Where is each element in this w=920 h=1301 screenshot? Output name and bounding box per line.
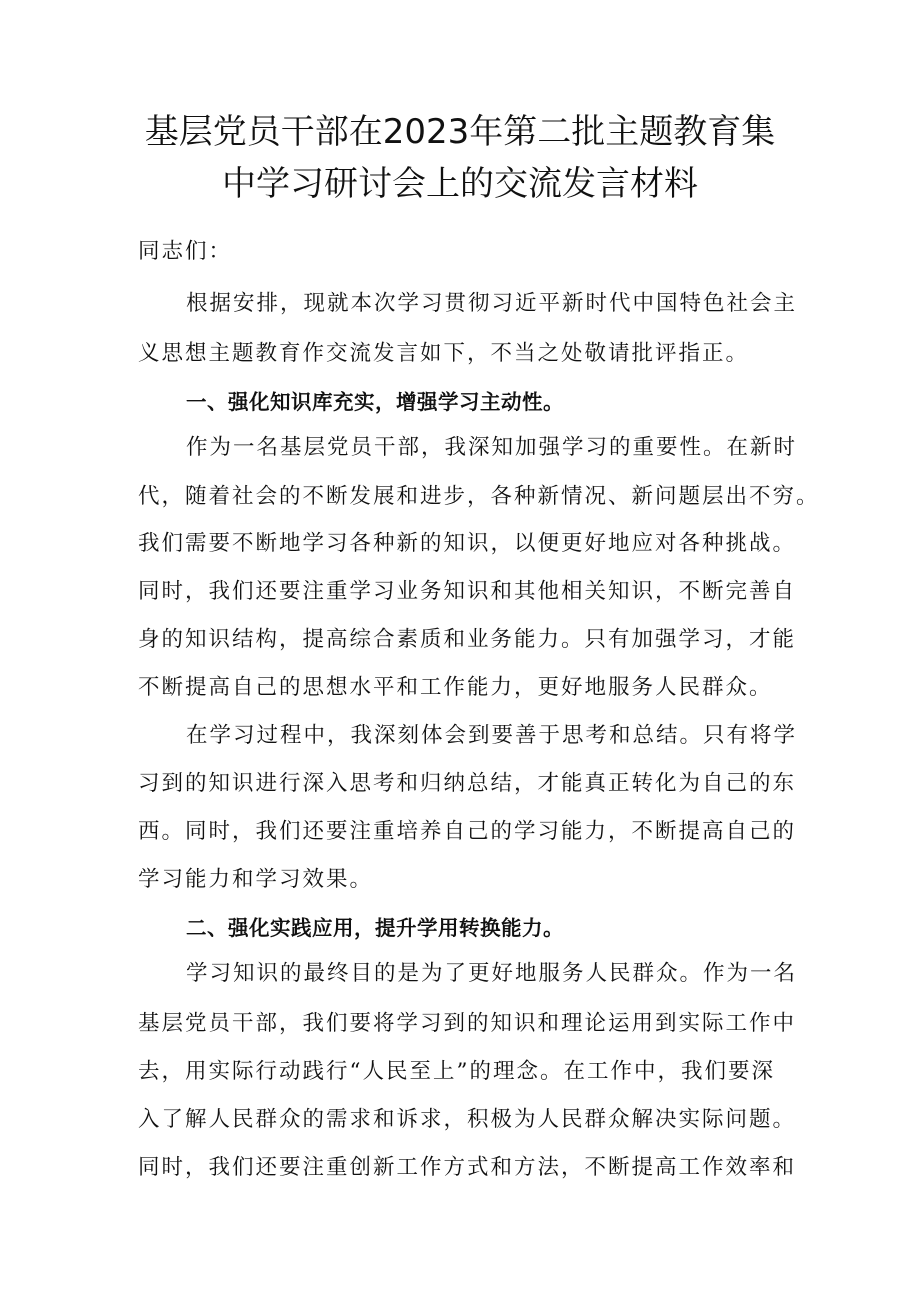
para1-line-6: 不断提高自己的思想水平和工作能力，更好地服务人民群众。 bbox=[138, 675, 773, 700]
document-title-line-2: 中学习研讨会上的交流发言材料 bbox=[222, 164, 698, 204]
intro-line-1: 根据安排，现就本次学习贯彻习近平新时代中国特色社会主 bbox=[186, 291, 798, 316]
para3-line-3: 去，用实际行动践行“人民至上”的理念。在工作中，我们要深 bbox=[138, 1059, 775, 1084]
para3-line-4: 入了解人民群众的需求和诉求，积极为人民群众解决实际问题。 bbox=[138, 1107, 797, 1132]
para1-line-5: 身的知识结构，提高综合素质和业务能力。只有加强学习，才能 bbox=[138, 627, 797, 652]
para1-line-1: 作为一名基层党员干部，我深知加强学习的重要性。在新时 bbox=[186, 435, 798, 460]
section-heading-2: 二、强化实践应用，提升学用转换能力。 bbox=[186, 916, 564, 940]
para1-line-4: 同时，我们还要注重学习业务知识和其他相关知识，不断完善自 bbox=[138, 579, 797, 604]
document-title-line-1: 基层党员干部在2023年第二批主题教育集 bbox=[144, 112, 776, 152]
para3-line-1: 学习知识的最终目的是为了更好地服务人民群众。作为一名 bbox=[186, 961, 798, 986]
para2-line-2: 习到的知识进行深入思考和归纳总结，才能真正转化为自己的东 bbox=[138, 771, 797, 796]
para1-line-2: 代，随着社会的不断发展和进步，各种新情况、新问题层出不穷。 bbox=[138, 484, 820, 509]
para2-line-3: 西。同时，我们还要注重培养自己的学习能力，不断提高自己的 bbox=[138, 819, 797, 844]
para3-line-5: 同时，我们还要注重创新工作方式和方法，不断提高工作效率和 bbox=[138, 1155, 797, 1180]
para2-line-1: 在学习过程中，我深刻体会到要善于思考和总结。只有将学 bbox=[186, 723, 798, 748]
para3-line-2: 基层党员干部，我们要将学习到的知识和理论运用到实际工作中 bbox=[138, 1011, 797, 1036]
para2-line-4: 学习能力和学习效果。 bbox=[138, 867, 374, 892]
section-heading-1: 一、强化知识库充实，增强学习主动性。 bbox=[186, 390, 564, 414]
intro-line-2: 义思想主题教育作交流发言如下，不当之处敬请批评指正。 bbox=[138, 341, 750, 366]
salutation: 同志们： bbox=[138, 239, 233, 264]
para1-line-3: 我们需要不断地学习各种新的知识，以便更好地应对各种挑战。 bbox=[138, 531, 797, 556]
